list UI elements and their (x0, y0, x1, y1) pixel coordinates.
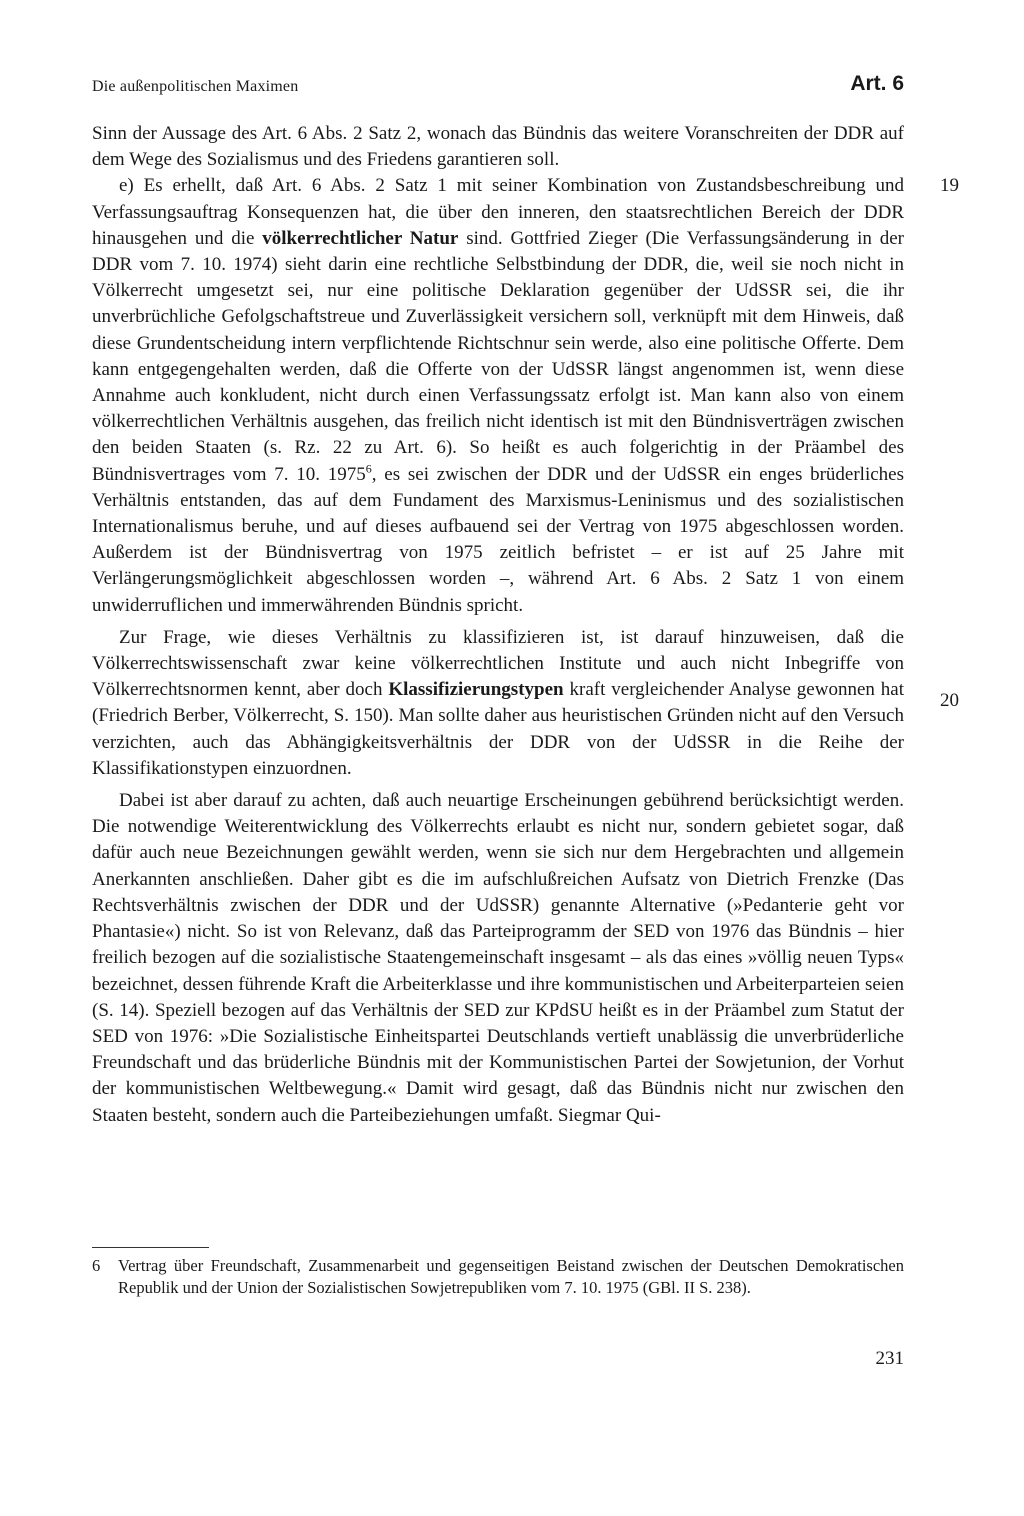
footnote-reference[interactable]: 6 (365, 461, 372, 476)
page-number: 231 (875, 1348, 904, 1369)
paragraph-3-bold: Klassifizierungstypen (388, 679, 564, 701)
paragraph-4: Dabei ist aber darauf zu achten, daß auch neuartige Erscheinungen gebührend berücksichtigt werden. Die notwendige Weiterentwicklung des Völkerrechts erlaubt es nicht nur, sondern gebietet sogar, daß dafür auch neue Bezeichnungen gewählt werden, wenn sie sich nur dem Hergebrachten und allgemein Anerkannten anschließen. Daher gibt es die im aufschlußreichen Aufsatz von Dietrich Frenzke (Das Rechtsverhältnis zwischen der DDR und der UdSSR) genannte Alternative (»Pedanterie geht vor Phantasie«) nicht. So ist von Relevanz, daß das Parteiprogramm der SED von 1976 das Bündnis – hier freilich bezogen auf die sozialistische Staatengemeinschaft insgesamt – als das eines »völlig neuen Typs« bezeichnet, dessen führende Kraft die Arbeiterklasse und ihre kommunistischen und Arbeiterparteien seien (S. 14). Speziell bezogen auf das Verhältnis der SED zur KPdSU heißt es in der Präambel zum Statut der SED von 1976: »Die Sozialistische Einheitspartei Deutschlands vertieft unablässig die unverbrüderliche Freundschaft und das brüderliche Bündnis mit der Kommunistischen Partei der Sowjetunion, der Vorhut der kommunistischen Weltbewegung.« Damit wird gesagt, daß das Bündnis nicht nur zwischen den Staaten besteht, sondern auch die Parteibeziehungen umfaßt. Siegmar Qui- (92, 790, 904, 1126)
paragraph-2-bold: völkerrechtlicher Natur (262, 227, 459, 249)
body-text (92, 121, 904, 1129)
footnote (92, 1255, 904, 1299)
paragraph-3-text-b: kraft vergleichender Analyse gewonnen hat (Friedrich Berber, Völkerrecht, S. 150). Man sollte daher aus heuristischen Gründen nicht auf den Versuch verzichten, auch das Abhängigkeitsverhältnis der DDR von der UdSSR in die Reihe der Klassifikationstypen einzuordnen. (92, 679, 904, 779)
paragraph-3-text-a: Zur Frage, wie dieses Verhältnis zu klassifizieren ist, ist darauf hinzuweisen, daß die Völkerrechtswissenschaft zwar keine völkerrechtlichen Institute und auch nicht Inbegriffe von Völkerrechtsnormen kennt, aber doch (92, 626, 904, 701)
margin-number-20: 20 (940, 690, 959, 711)
paragraph-2-text-c: , es sei zwischen der DDR und der UdSSR ein enges brüderliches Verhältnis entstanden, das auf dem Fundament des Marxismus-Leninismus und des sozialistischen Internationalismus beruhe, und auf dieses aufbauend sei der Vertrag von 1975 abgeschlossen worden. Außerdem ist der Bündnisvertrag von 1975 zeitlich befristet – er ist auf 25 Jahre mit Verlängerungsmöglichkeit abgeschlossen worden –, während Art. 6 Abs. 2 Satz 1 von einem unwiderruflichen und immerwährenden Bündnis spricht. (92, 463, 904, 616)
footnote-rule (92, 1247, 209, 1248)
paragraph-3 (92, 625, 904, 782)
footnote-text: Vertrag über Freundschaft, Zusammenarbeit und gegenseitigen Beistand zwischen der Deutschen Demokratischen Republik und der Union der Sozialistischen Sowjetrepubliken vom 7. 10. 1975 (GBl. II S. 238). (118, 1256, 904, 1297)
article-label: Art. 6 (850, 72, 904, 95)
running-head: Die außenpolitischen Maximen (92, 78, 299, 95)
margin-number-19: 19 (940, 175, 959, 196)
paragraph-2-text-a: e) Es erhellt, daß Art. 6 Abs. 2 Satz 1 mit seiner Kombination von Zustandsbeschreibung und Verfassungsauftrag Konsequenzen hat, die über den inneren, den staatsrechtlichen Bereich der DDR hinausgehen und die (92, 175, 904, 249)
paragraph-2-text-b: sind. Gottfried Zieger (Die Verfassungsänderung in der DDR vom 7. 10. 1974) sieht darin eine rechtliche Selbstbindung der DDR, die, weil sie noch nicht in Völkerrecht umgesetzt sei, nur eine politische Deklaration gegenüber der UdSSR sei, die ihr unverbrüchliche Gefolgschaftstreue und Zuverlässigkeit versichern soll, verknüpft mit dem Hinweis, daß diese Grundentscheidung intern verpflichtende Richtschnur sein werde, also eine politische Offerte. Dem kann entgegengehalten werden, daß die Offerte von der UdSSR längst angenommen ist, wenn diese Annahme auch konkludent, nicht durch einen Verfassungssatz erfolgt ist. Man kann also von einem völkerrechtlichen Verhältnis ausgehen, das freilich nicht identisch ist mit den Bündnisverträgen zwischen den beiden Staaten (s. Rz. 22 zu Art. 6). So heißt es auch folgerichtig in der Präambel des Bündnisvertrages vom 7. 10. 1975 (92, 227, 904, 485)
footnote-number: 6 (92, 1256, 101, 1275)
paragraph-1: Sinn der Aussage des Art. 6 Abs. 2 Satz 2, wonach das Bündnis das weitere Voranschreiten der DDR auf dem Wege des Sozialismus und des Friedens garantieren soll. (92, 123, 904, 171)
paragraph-2 (92, 173, 904, 618)
